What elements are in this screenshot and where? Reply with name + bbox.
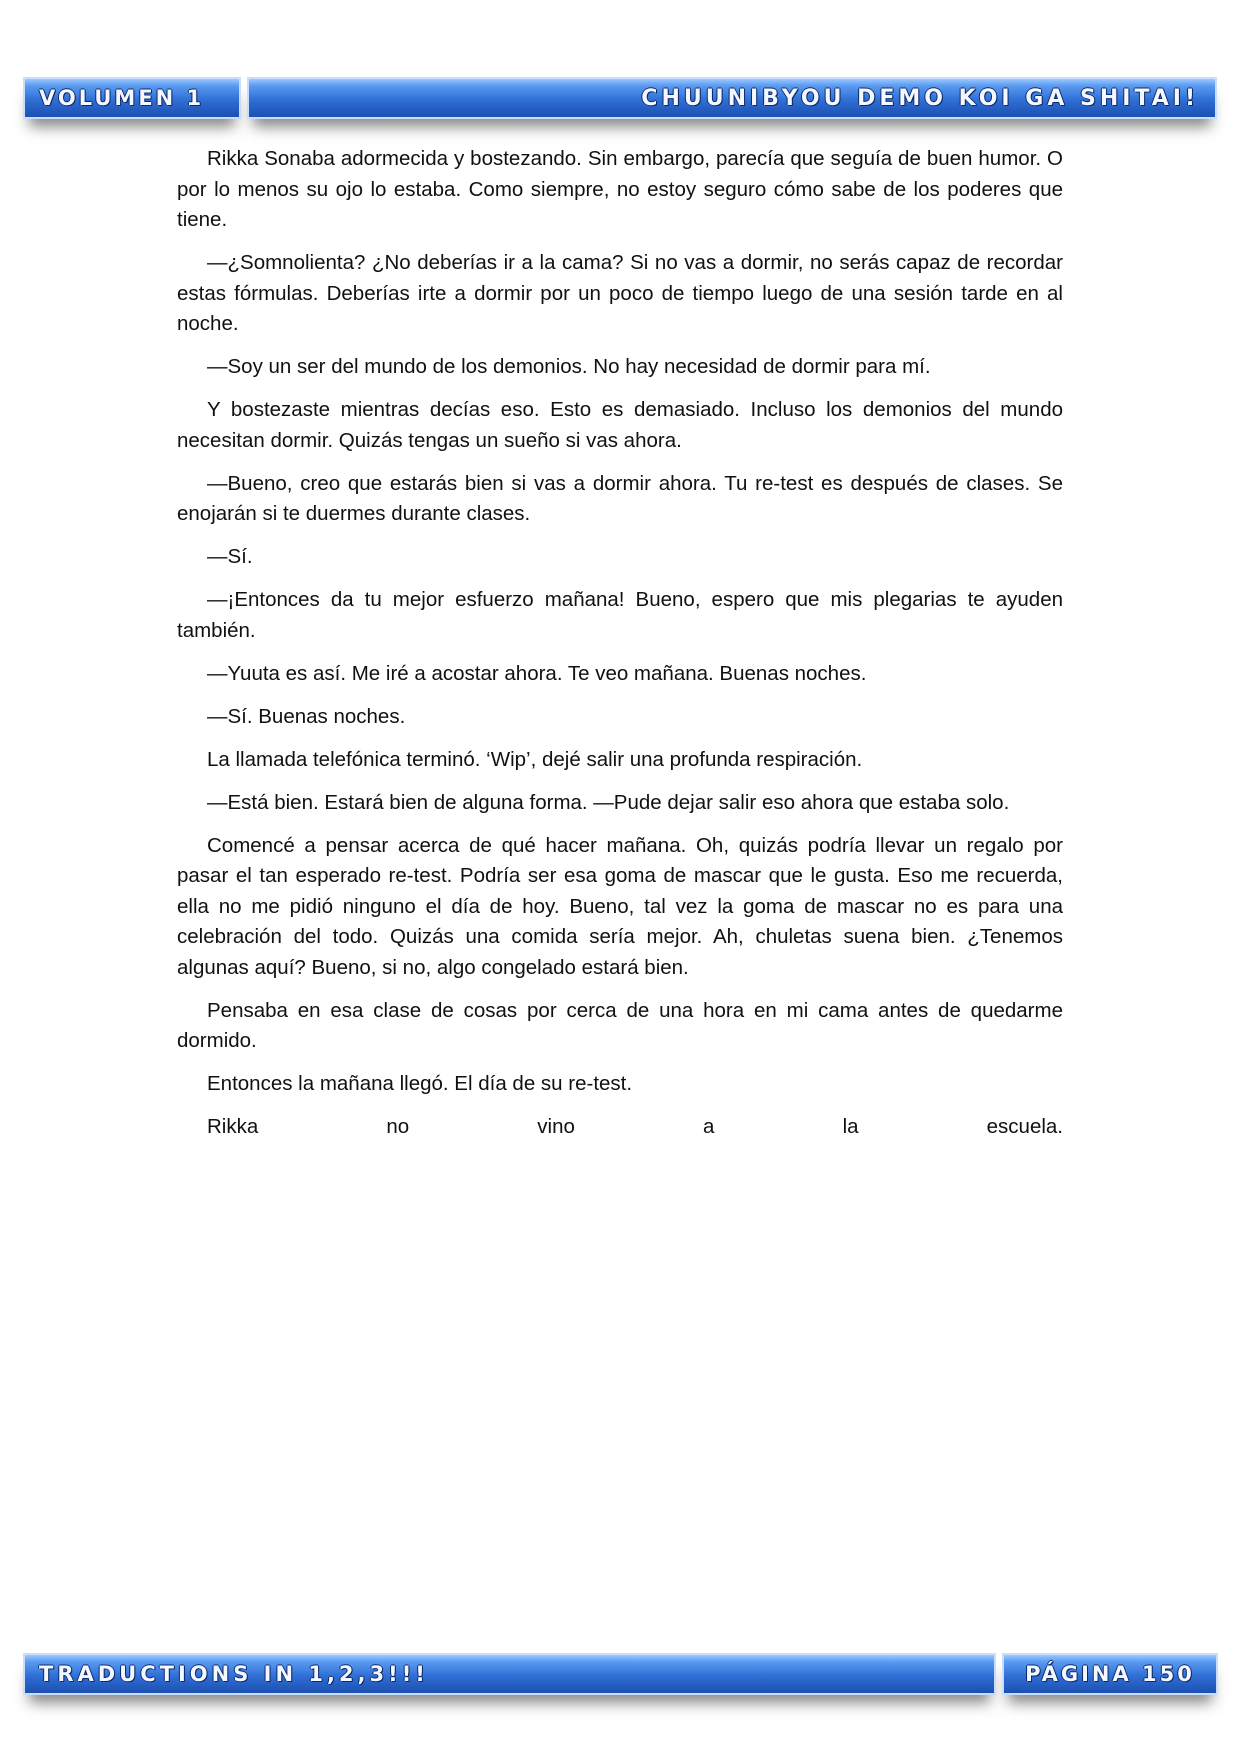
paragraph: —Soy un ser del mundo de los demonios. No hay necesidad de dormir para mí. xyxy=(207,355,931,378)
paragraph: —¡Entonces da tu mejor esfuerzo mañana! Bueno, espero que mis plegarias te ayuden también. xyxy=(177,588,1063,642)
header-series-title: CHUUNIBYOU DEMO KOI GA SHITAI! xyxy=(247,77,1217,119)
paragraph: Rikka Sonaba adormecida y bostezando. Sin embargo, parecía que seguía de buen humor. O por lo menos su ojo lo estaba. Como siempre, no estoy seguro cómo sabe de los poderes que tiene. xyxy=(177,147,1063,231)
paragraph: —Sí. xyxy=(207,545,253,568)
paragraph: Entonces la mañana llegó. El día de su re-test. xyxy=(207,1072,633,1095)
footer-translator-credit: TRADUCTIONS IN 1,2,3!!! xyxy=(23,1653,996,1695)
page-body xyxy=(177,144,1063,1155)
footer-page-number: PÁGINA 150 xyxy=(1002,1653,1218,1695)
paragraph: Pensaba en esa clase de cosas por cerca de una hora en mi cama antes de quedarme dormido. xyxy=(177,998,1063,1052)
paragraph: —Bueno, creo que estarás bien si vas a dormir ahora. Tu re-test es después de clases. Se enojarán si te duermes durante clases. xyxy=(177,471,1063,525)
header-volume-label: VOLUMEN 1 xyxy=(23,77,241,119)
paragraph: Rikka no vino a la escuela. xyxy=(207,1115,1063,1138)
paragraph: —Sí. Buenas noches. xyxy=(207,704,406,728)
paragraph: —Yuuta es así. Me iré a acostar ahora. Te veo mañana. Buenas noches. xyxy=(207,661,867,685)
paragraph: Y bostezaste mientras decías eso. Esto es demasiado. Incluso los demonios del mundo necesitan dormir. Quizás tengas un sueño si vas ahora. xyxy=(177,398,1063,452)
paragraph: —Está bien. Estará bien de alguna forma. —Pude dejar salir eso ahora que estaba solo. xyxy=(207,790,1010,814)
paragraph: —¿Somnolienta? ¿No deberías ir a la cama? Si no vas a dormir, no serás capaz de recordar estas fórmulas. Deberías irte a dormir por un poco de tiempo luego de una sesión tarde en al noche. xyxy=(177,251,1063,335)
paragraph: La llamada telefónica terminó. ‘Wip’, dejé salir una profunda respiración. xyxy=(207,747,863,771)
paragraph: Comencé a pensar acerca de qué hacer mañana. Oh, quizás podría llevar un regalo por pasar el tan esperado re-test. Podría ser esa goma de mascar que le gusta. Eso me recuerda, ella no me pidió ninguno el día de hoy. Bueno, tal vez la goma de mascar no es para una celebración del todo. Quizás una comida sería mejor. Ah, chuletas suena bien. ¿Tenemos algunas aquí? Bueno, si no, algo congelado estará bien. xyxy=(177,833,1063,979)
